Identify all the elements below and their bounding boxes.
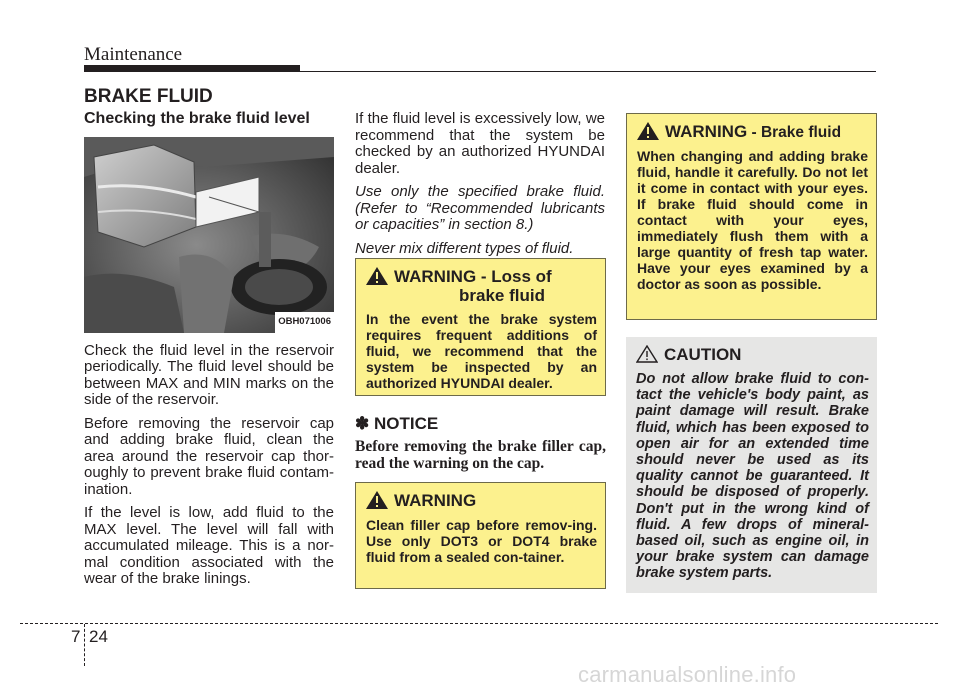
- warning-body: Clean filler cap before remov-ing. Use only DOT3 or DOT4 brake fluid from a sealed con-tainer.: [366, 517, 597, 565]
- figure-code: OBH071006: [275, 312, 334, 333]
- subsection-title: Checking the brake fluid level: [84, 110, 310, 127]
- warning-title-text: WARNING: [394, 491, 477, 510]
- warning-title: [366, 491, 597, 511]
- caution-triangle-icon: [636, 345, 658, 363]
- header-rule-thick: [84, 65, 300, 72]
- page-chapter-number: 7: [71, 627, 81, 646]
- paragraph-italic: Never mix different types of fluid.: [355, 239, 574, 257]
- column-1: [84, 111, 334, 595]
- paragraph: If the fluid level is excessively low, we recommend that the system be checked by an authorized HYUNDAI dealer.: [355, 110, 605, 177]
- warning-triangle-icon: [366, 267, 388, 285]
- warning-brake-fluid: [626, 113, 877, 320]
- warning-title: [637, 122, 868, 142]
- column-2: [355, 111, 605, 264]
- watermark: carmanualsonline.info: [578, 662, 797, 687]
- page-number-divider: [84, 624, 85, 666]
- warning-title-line1: WARNING - Loss of: [394, 267, 552, 286]
- running-header: Maintenance: [84, 44, 183, 65]
- paragraph: If the level is low, add fluid to the MAX level. The level will fall with accumulated mileage. This is a nor-mal condition associated with the wear of the brake linings.: [84, 504, 334, 587]
- reservoir-photo: [84, 137, 334, 333]
- paragraph: Check the fluid level in the reservoir periodically. The fluid level should be between MAX and MIN marks on the side of the reservoir.: [84, 341, 334, 408]
- paragraph: Before removing the reservoir cap and adding brake fluid, clean the area around the reservoir cap thor-oughly to prevent brake fluid contam-ination.: [84, 414, 334, 498]
- notice: [355, 414, 606, 472]
- footer-rule: [20, 623, 938, 624]
- warning-triangle-icon: [366, 491, 388, 509]
- notice-body: Before removing the brake filler cap, read the warning on the cap.: [355, 438, 606, 472]
- warning-title: [366, 267, 597, 305]
- caution-title: [636, 345, 869, 365]
- section-title: BRAKE FLUID: [84, 86, 213, 107]
- header-rule-thin: [300, 71, 876, 72]
- page-number: 24: [89, 627, 108, 646]
- paragraph-italic: Use only the specified brake fluid. (Refer to “Recommended lubricants or capacities” in section 8.): [355, 183, 605, 233]
- warning-title-line2: brake fluid: [459, 286, 545, 305]
- caution-box: [626, 337, 877, 593]
- warning-filler-cap: [355, 482, 606, 589]
- caution-body: Do not allow brake fluid to con-tact the vehicle's body paint, as paint damage will result. Brake fluid, which has been exposed to open air for an extended time should never be used as its quality cannot be guaranteed. It should be disposed of properly. Don't put in the wrong kind of fluid. A few drops of mineral-based oil, such as engine oil, in your brake system can damage brake system parts.: [636, 371, 869, 582]
- warning-loss-of-brake-fluid: [355, 258, 606, 396]
- warning-title-sub: - Brake fluid: [747, 124, 842, 141]
- reservoir-illustration: [84, 137, 334, 333]
- warning-triangle-icon: [637, 122, 659, 140]
- warning-title-main: WARNING: [665, 122, 748, 141]
- caution-title-text: CAUTION: [664, 345, 742, 364]
- notice-title: ✽ NOTICE: [355, 414, 439, 433]
- warning-body: When changing and adding brake fluid, handle it carefully. Do not let it come in contact with your eyes. If brake fluid should come in contact with your eyes, immediately flush them with a large quantity of fresh tap water. Have your eyes examined by a doctor as soon as possible.: [637, 148, 868, 292]
- warning-body: In the event the brake system requires frequent additions of fluid, we recommend that the system be inspected by an authorized HYUNDAI dealer.: [366, 311, 597, 391]
